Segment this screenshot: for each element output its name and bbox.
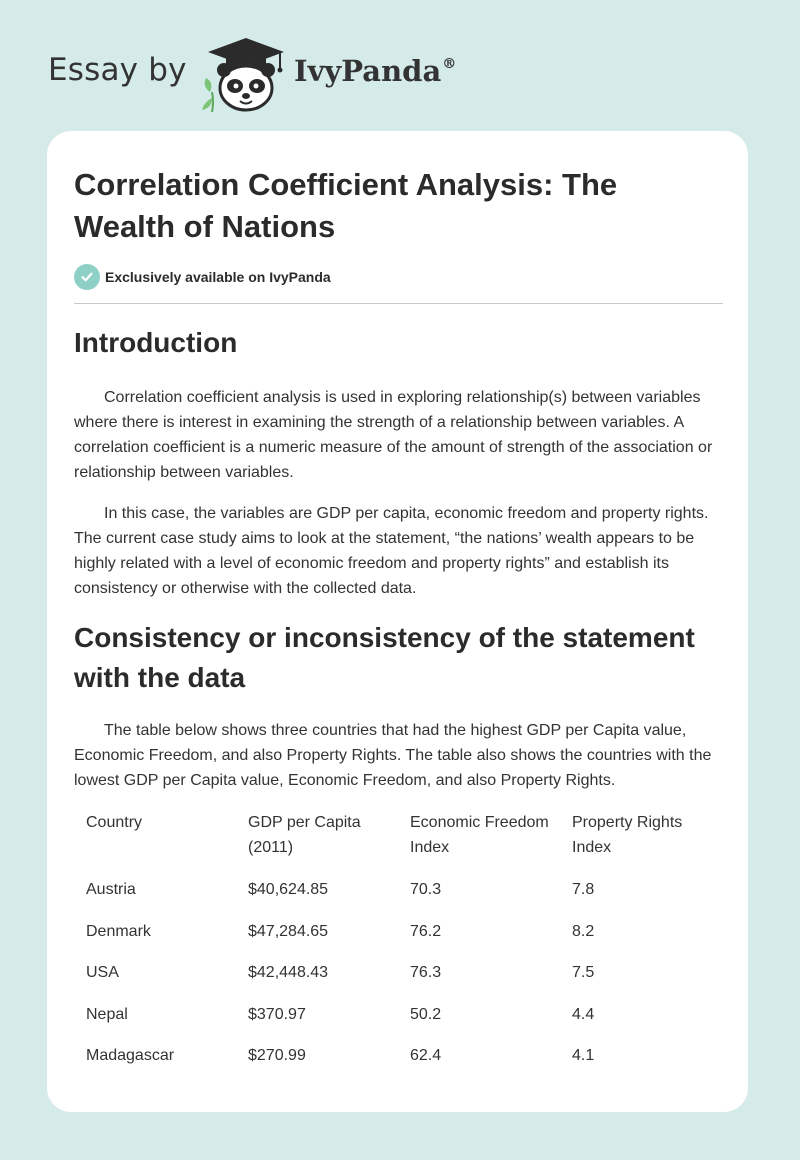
- cell-economic-freedom: 70.3: [410, 881, 442, 898]
- cell-gdp: $42,448.43: [248, 964, 329, 981]
- cell-country: Austria: [86, 881, 136, 898]
- consistency-paragraph-1: The table below shows three countries that had the highest GDP per Capita value, Economic Freedom, and also Property Rights. The table also shows the countries with the lowest GDP per Capita value, Economic Freedom, and also Property Rights.: [74, 722, 712, 789]
- site-header: [48, 32, 488, 112]
- cell-economic-freedom: 62.4: [410, 1047, 442, 1064]
- gdp-freedom-table: [74, 810, 724, 1085]
- table-row: [74, 1043, 724, 1085]
- cell-economic-freedom: 76.3: [410, 964, 442, 981]
- cell-property-rights: 7.8: [572, 881, 595, 898]
- title-divider: [74, 303, 723, 304]
- header-property-rights: Property Rights Index: [572, 814, 683, 856]
- cell-gdp: $270.99: [248, 1047, 306, 1064]
- essay-by-label: Essay by: [48, 52, 187, 88]
- brand-text: IvyPanda: [294, 54, 442, 88]
- cell-property-rights: 8.2: [572, 922, 595, 940]
- exclusive-badge: [74, 264, 331, 290]
- check-icon: [74, 264, 100, 290]
- table-row: [74, 919, 724, 961]
- header-economic-freedom: Economic Freedom Index: [410, 814, 549, 856]
- cell-country: Nepal: [86, 1005, 128, 1023]
- header-gdp: GDP per Capita (2011): [248, 814, 361, 856]
- table-row: [74, 960, 724, 1002]
- cell-economic-freedom: 50.2: [410, 1005, 442, 1023]
- table-row: [74, 1002, 724, 1044]
- cell-country: Madagascar: [86, 1047, 175, 1064]
- ivypanda-panda-logo[interactable]: [200, 36, 292, 112]
- section-heading-consistency: Consistency or inconsistency of the statement with the data: [74, 622, 695, 693]
- intro-paragraph-1: Correlation coefficient analysis is used in exploring relationship(s) between variables where there is interest in examining the strength of a relationship between variables. A correlation coefficient is a numeric measure of the amount of strength of the association or relationship between variables.: [74, 389, 713, 481]
- intro-paragraph-2: In this case, the variables are GDP per capita, economic freedom and property rights. The current case study aims to look at the statement, “the nations’ wealth appears to be highly related with a level of economic freedom and property rights” and establish its consistency or otherwise with the collected data.: [74, 505, 709, 597]
- brand-name[interactable]: [294, 54, 456, 88]
- exclusive-label: Exclusively available on IvyPanda: [105, 269, 331, 285]
- cell-economic-freedom: 76.2: [410, 922, 442, 940]
- cell-gdp: $47,284.65: [248, 922, 329, 940]
- cell-country: Denmark: [86, 922, 151, 940]
- section-heading-introduction: Introduction: [74, 327, 238, 358]
- header-country: Country: [86, 814, 143, 831]
- article-title: Correlation Coefficient Analysis: The Wealth of Nations: [74, 167, 618, 244]
- cell-gdp: $370.97: [248, 1005, 306, 1023]
- cell-country: USA: [86, 964, 119, 981]
- cell-property-rights: 7.5: [572, 964, 595, 981]
- article-card: [47, 131, 748, 1112]
- cell-property-rights: 4.1: [572, 1047, 595, 1064]
- table-header-row: [74, 810, 724, 877]
- table-row: [74, 877, 724, 919]
- registered-mark: ®: [442, 56, 457, 72]
- cell-gdp: $40,624.85: [248, 881, 329, 898]
- cell-property-rights: 4.4: [572, 1005, 595, 1023]
